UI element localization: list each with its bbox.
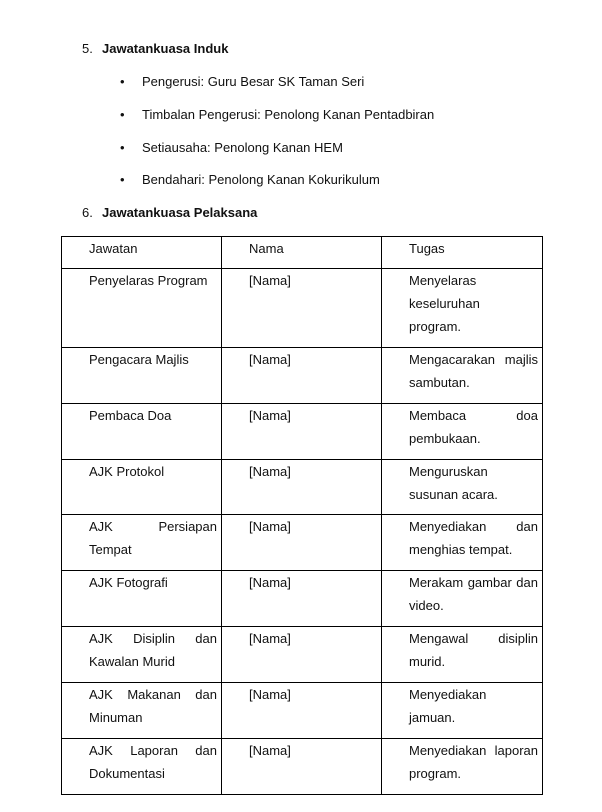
table-row bbox=[62, 460, 543, 515]
table-cell-nama: [Nama] bbox=[222, 571, 382, 627]
list-item bbox=[120, 172, 380, 188]
table-row bbox=[62, 571, 543, 627]
list-item bbox=[120, 74, 364, 90]
table-row bbox=[62, 515, 543, 571]
table-cell-nama: [Nama] bbox=[222, 515, 382, 571]
table-cell-nama: [Nama] bbox=[222, 348, 382, 404]
bullet-icon: • bbox=[120, 172, 125, 187]
table-cell-jawatan: Pembaca Doa bbox=[62, 404, 222, 460]
table-cell-nama: [Nama] bbox=[222, 269, 382, 348]
table-cell-tugas: Menguruskan susunan acara. bbox=[382, 460, 543, 515]
table-cell-tugas: Menyediakan laporan program. bbox=[382, 739, 543, 795]
table-cell-tugas: Mengawal disiplin murid. bbox=[382, 627, 543, 683]
table-row bbox=[62, 404, 543, 460]
table-row bbox=[62, 348, 543, 404]
section-title: Jawatankuasa Induk bbox=[102, 41, 229, 56]
table-cell-jawatan: Pengacara Majlis bbox=[62, 348, 222, 404]
table-cell-tugas: Membaca doa pembukaan. bbox=[382, 404, 543, 460]
list-item-text: Bendahari: Penolong Kanan Kokurikulum bbox=[142, 172, 380, 187]
table-cell-nama: [Nama] bbox=[222, 683, 382, 739]
list-item-text: Pengerusi: Guru Besar SK Taman Seri bbox=[142, 74, 365, 89]
table-cell-jawatan: Penyelaras Program bbox=[62, 269, 222, 348]
section-heading-jawatankuasa-induk bbox=[82, 41, 228, 57]
table-cell-jawatan: AJK Makanan dan Minuman bbox=[62, 683, 222, 739]
list-item-text: Setiausaha: Penolong Kanan HEM bbox=[142, 140, 343, 155]
table-cell-tugas: Menyediakan dan menghias tempat. bbox=[382, 515, 543, 571]
section-number: 5. bbox=[82, 41, 93, 56]
table-cell-nama: [Nama] bbox=[222, 404, 382, 460]
table-cell-tugas: Mengacarakan majlis sambutan. bbox=[382, 348, 543, 404]
bullet-icon: • bbox=[120, 74, 125, 89]
table-cell-tugas: Menyelaras keseluruhan program. bbox=[382, 269, 543, 348]
table-header-cell: Jawatan bbox=[62, 237, 222, 269]
table-cell-tugas: Menyediakan jamuan. bbox=[382, 683, 543, 739]
table-cell-jawatan: AJK Laporan dan Dokumentasi bbox=[62, 739, 222, 795]
table-cell-jawatan: AJK Fotografi bbox=[62, 571, 222, 627]
section-number: 6. bbox=[82, 205, 93, 220]
jawatankuasa-pelaksana-table bbox=[61, 236, 543, 795]
list-item bbox=[120, 107, 434, 123]
table-header-row bbox=[62, 237, 543, 269]
table-cell-jawatan: AJK Persiapan Tempat bbox=[62, 515, 222, 571]
table-cell-tugas: Merakam gambar dan video. bbox=[382, 571, 543, 627]
list-item-text: Timbalan Pengerusi: Penolong Kanan Pentadbiran bbox=[142, 107, 435, 122]
table-cell-nama: [Nama] bbox=[222, 460, 382, 515]
table-row bbox=[62, 269, 543, 348]
table-cell-jawatan: AJK Disiplin dan Kawalan Murid bbox=[62, 627, 222, 683]
table-cell-nama: [Nama] bbox=[222, 739, 382, 795]
bullet-icon: • bbox=[120, 140, 125, 155]
table-row bbox=[62, 739, 543, 795]
section-heading-jawatankuasa-pelaksana bbox=[82, 205, 257, 221]
bullet-icon: • bbox=[120, 107, 125, 122]
section-title: Jawatankuasa Pelaksana bbox=[102, 205, 258, 220]
list-item bbox=[120, 140, 343, 156]
table-row bbox=[62, 683, 543, 739]
table-header-cell: Tugas bbox=[382, 237, 543, 269]
table-cell-jawatan: AJK Protokol bbox=[62, 460, 222, 515]
table-cell-nama: [Nama] bbox=[222, 627, 382, 683]
table-row bbox=[62, 627, 543, 683]
table-header-cell: Nama bbox=[222, 237, 382, 269]
